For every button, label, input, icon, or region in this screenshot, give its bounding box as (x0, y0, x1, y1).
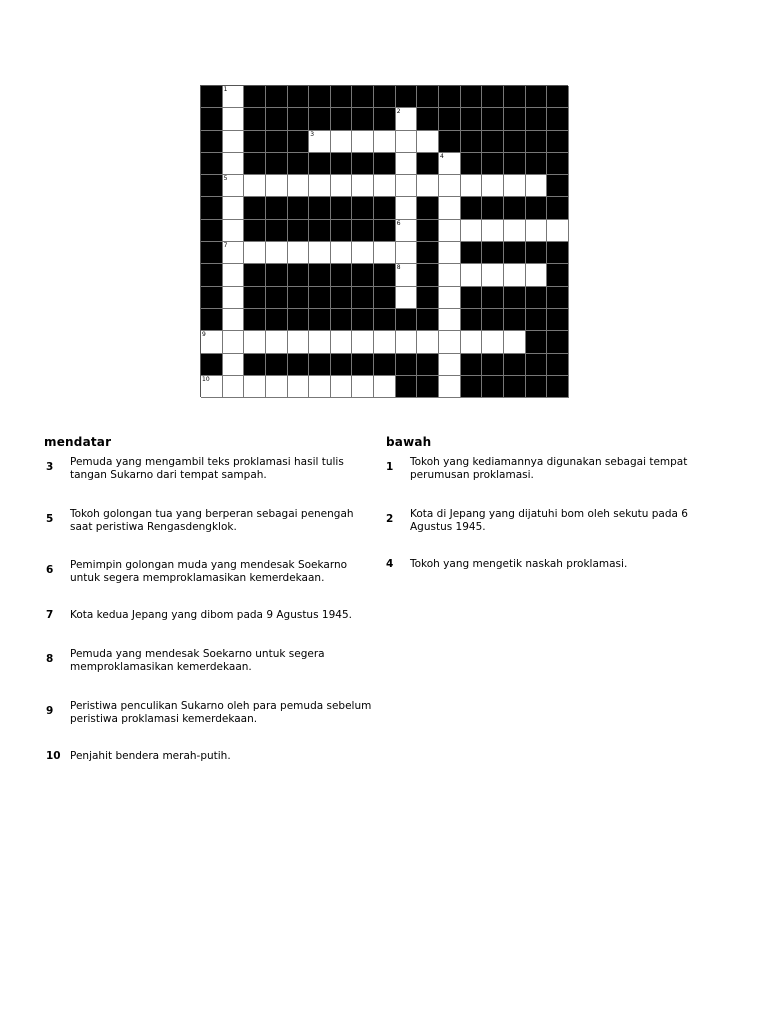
crossword-cell-blocked (504, 86, 526, 108)
crossword-cell-blocked (244, 108, 266, 130)
crossword-cell-open[interactable] (461, 331, 483, 353)
crossword-cell-open[interactable] (504, 175, 526, 197)
crossword-cell-open[interactable] (223, 242, 245, 264)
crossword-cell-open[interactable] (482, 264, 504, 286)
crossword-cell-blocked (417, 197, 439, 219)
crossword-cell-blocked (331, 354, 353, 376)
crossword-cell-blocked (244, 86, 266, 108)
crossword-cell-open[interactable] (223, 153, 245, 175)
crossword-cell-open[interactable] (439, 354, 461, 376)
crossword-cell-blocked (288, 153, 310, 175)
crossword-cell-blocked (396, 309, 418, 331)
crossword-cell-open[interactable] (396, 264, 418, 286)
clue-text: Tokoh yang mengetik naskah proklamasi. (410, 558, 628, 570)
crossword-cell-open[interactable] (223, 376, 245, 398)
crossword-cell-open[interactable] (439, 309, 461, 331)
crossword-cell-open[interactable] (396, 331, 418, 353)
across-clue-7 (46, 604, 375, 622)
crossword-cell-blocked (547, 175, 569, 197)
crossword-cell-open[interactable] (266, 242, 288, 264)
clue-text: Pemuda yang mendesak Soekarno untuk segera memproklamasikan kemerdekaan. (70, 648, 325, 673)
crossword-cell-blocked (309, 354, 331, 376)
crossword-cell-open[interactable] (266, 175, 288, 197)
crossword-cell-blocked (288, 220, 310, 242)
crossword-cell-blocked (244, 264, 266, 286)
crossword-cell-blocked (547, 197, 569, 219)
crossword-cell-blocked (201, 354, 223, 376)
crossword-cell-open[interactable] (396, 287, 418, 309)
crossword-cell-blocked (396, 354, 418, 376)
crossword-cell-open[interactable] (417, 331, 439, 353)
crossword-cell-open[interactable] (352, 376, 374, 398)
crossword-cell-open[interactable] (439, 264, 461, 286)
crossword-cell-blocked (266, 354, 288, 376)
crossword-cell-open[interactable] (396, 131, 418, 153)
crossword-cell-open[interactable] (439, 175, 461, 197)
crossword-cell-open[interactable] (547, 220, 569, 242)
cell-number: 1 (223, 86, 228, 93)
crossword-cell-blocked (526, 242, 548, 264)
crossword-cell-blocked (461, 287, 483, 309)
crossword-cell-blocked (374, 264, 396, 286)
crossword-cell-blocked (266, 287, 288, 309)
crossword-cell-blocked (288, 131, 310, 153)
crossword-cell-open[interactable] (223, 264, 245, 286)
crossword-cell-blocked (374, 220, 396, 242)
clue-number: 8 (46, 653, 54, 665)
crossword-cell-blocked (547, 108, 569, 130)
crossword-cell-blocked (266, 264, 288, 286)
cell-number: 6 (396, 219, 401, 227)
crossword-cell-blocked (244, 354, 266, 376)
crossword-cell-blocked (352, 86, 374, 108)
across-heading: mendatar (44, 435, 112, 449)
crossword-cell-blocked (352, 309, 374, 331)
crossword-cell-blocked (352, 354, 374, 376)
crossword-cell-blocked (526, 197, 548, 219)
crossword-cell-blocked (201, 220, 223, 242)
clue-text: Tokoh yang kediamannya digunakan sebagai tempat perumusan proklamasi. (410, 456, 688, 481)
crossword-cell-open[interactable] (331, 376, 353, 398)
crossword-cell-blocked (309, 309, 331, 331)
across-clue-3 (46, 456, 375, 482)
crossword-cell-blocked (266, 131, 288, 153)
crossword-cell-open[interactable] (331, 131, 353, 153)
crossword-cell-open[interactable] (223, 86, 245, 108)
crossword-cell-blocked (331, 309, 353, 331)
cell-number: 2 (396, 108, 401, 116)
crossword-cell-blocked (309, 197, 331, 219)
crossword-cell-blocked (504, 197, 526, 219)
crossword-cell-open[interactable] (526, 220, 548, 242)
crossword-cell-blocked (288, 108, 310, 130)
crossword-cell-open[interactable] (223, 131, 245, 153)
crossword-cell-blocked (482, 287, 504, 309)
crossword-cell-open[interactable] (331, 242, 353, 264)
crossword-cell-open[interactable] (374, 242, 396, 264)
crossword-cell-open[interactable] (223, 175, 245, 197)
down-clue-1 (386, 456, 700, 482)
crossword-cell-blocked (461, 354, 483, 376)
crossword-cell-blocked (201, 287, 223, 309)
crossword-cell-blocked (244, 309, 266, 331)
crossword-cell-open[interactable] (223, 287, 245, 309)
clue-text: Peristiwa penculikan Sukarno oleh para pemuda sebelum peristiwa proklamasi kemerdekaan. (70, 700, 372, 725)
crossword-cell-blocked (309, 287, 331, 309)
crossword-cell-blocked (547, 287, 569, 309)
crossword-cell-blocked (331, 264, 353, 286)
crossword-cell-open[interactable] (352, 131, 374, 153)
crossword-cell-blocked (374, 108, 396, 130)
crossword-cell-open[interactable] (309, 331, 331, 353)
crossword-cell-blocked (352, 264, 374, 286)
crossword-cell-open[interactable] (244, 175, 266, 197)
crossword-cell-open[interactable] (482, 331, 504, 353)
crossword-cell-blocked (201, 108, 223, 130)
crossword-cell-blocked (547, 331, 569, 353)
crossword-cell-blocked (461, 131, 483, 153)
crossword-cell-blocked (331, 197, 353, 219)
crossword-cell-blocked (352, 153, 374, 175)
crossword-cell-blocked (547, 376, 569, 398)
crossword-cell-open[interactable] (309, 376, 331, 398)
crossword-cell-open[interactable] (504, 264, 526, 286)
crossword-cell-open[interactable] (461, 220, 483, 242)
across-clue-8 (46, 648, 375, 674)
crossword-cell-blocked (547, 309, 569, 331)
crossword-cell-blocked (288, 264, 310, 286)
crossword-cell-blocked (331, 153, 353, 175)
across-clue-9 (46, 700, 375, 726)
crossword-cell-blocked (244, 197, 266, 219)
crossword-cell-open[interactable] (439, 376, 461, 398)
crossword-cell-blocked (526, 376, 548, 398)
crossword-cell-blocked (461, 86, 483, 108)
crossword-cell-open[interactable] (374, 376, 396, 398)
clue-number: 2 (386, 513, 394, 525)
crossword-cell-blocked (201, 309, 223, 331)
crossword-cell-blocked (417, 354, 439, 376)
crossword-cell-open[interactable] (201, 376, 223, 398)
crossword-cell-blocked (482, 309, 504, 331)
crossword-cell-blocked (288, 309, 310, 331)
crossword-cell-open[interactable] (461, 264, 483, 286)
crossword-cell-blocked (526, 86, 548, 108)
crossword-cell-blocked (547, 153, 569, 175)
crossword-cell-blocked (201, 175, 223, 197)
crossword-cell-open[interactable] (504, 331, 526, 353)
crossword-cell-open[interactable] (504, 220, 526, 242)
clue-number: 6 (46, 564, 54, 576)
crossword-cell-blocked (244, 131, 266, 153)
crossword-cell-blocked (374, 153, 396, 175)
cell-number: 8 (396, 264, 401, 272)
crossword-cell-blocked (417, 376, 439, 398)
crossword-cell-blocked (439, 131, 461, 153)
crossword-cell-open[interactable] (439, 220, 461, 242)
crossword-cell-blocked (396, 376, 418, 398)
crossword-cell-blocked (266, 153, 288, 175)
crossword-cell-open[interactable] (374, 131, 396, 153)
crossword-cell-open[interactable] (439, 331, 461, 353)
crossword-cell-blocked (461, 309, 483, 331)
cell-number: 9 (202, 331, 206, 339)
crossword-cell-open[interactable] (461, 175, 483, 197)
crossword-cell-blocked (417, 264, 439, 286)
crossword-cell-open[interactable] (417, 131, 439, 153)
clue-number: 9 (46, 705, 54, 717)
crossword-cell-open[interactable] (396, 197, 418, 219)
crossword-cell-blocked (352, 287, 374, 309)
crossword-cell-open[interactable] (439, 242, 461, 264)
crossword-cell-open[interactable] (223, 197, 245, 219)
crossword-cell-blocked (309, 264, 331, 286)
crossword-cell-blocked (504, 153, 526, 175)
crossword-cell-open[interactable] (482, 175, 504, 197)
crossword-cell-open[interactable] (331, 331, 353, 353)
crossword-cell-blocked (201, 197, 223, 219)
crossword-cell-blocked (201, 242, 223, 264)
crossword-cell-blocked (417, 153, 439, 175)
crossword-cell-blocked (417, 220, 439, 242)
clue-number: 7 (46, 609, 54, 621)
crossword-cell-blocked (266, 197, 288, 219)
crossword-cell-blocked (201, 153, 223, 175)
clue-text: Penjahit bendera merah-putih. (70, 750, 231, 762)
crossword-cell-blocked (504, 354, 526, 376)
crossword-cell-open[interactable] (396, 220, 418, 242)
crossword-cell-open[interactable] (352, 242, 374, 264)
crossword-cell-open[interactable] (244, 242, 266, 264)
crossword-cell-blocked (461, 108, 483, 130)
clue-number: 3 (46, 461, 54, 473)
crossword-cell-blocked (526, 108, 548, 130)
clue-text: Kota kedua Jepang yang dibom pada 9 Agustus 1945. (70, 609, 352, 621)
crossword-cell-blocked (504, 242, 526, 264)
crossword-cell-blocked (526, 354, 548, 376)
down-clue-4 (386, 553, 700, 571)
crossword-cell-open[interactable] (417, 175, 439, 197)
crossword-cell-blocked (482, 354, 504, 376)
clue-number: 4 (386, 558, 394, 570)
crossword-cell-blocked (331, 287, 353, 309)
crossword-cell-blocked (266, 309, 288, 331)
crossword-cell-blocked (374, 287, 396, 309)
crossword-cell-blocked (288, 86, 310, 108)
crossword-cell-blocked (482, 197, 504, 219)
crossword-cell-open[interactable] (244, 331, 266, 353)
crossword-cell-blocked (288, 287, 310, 309)
crossword-cell-blocked (482, 108, 504, 130)
crossword-cell-open[interactable] (244, 376, 266, 398)
crossword-cell-blocked (201, 131, 223, 153)
crossword-cell-blocked (417, 108, 439, 130)
crossword-cell-blocked (417, 86, 439, 108)
crossword-cell-blocked (396, 86, 418, 108)
crossword-cell-blocked (461, 197, 483, 219)
crossword-cell-blocked (504, 287, 526, 309)
crossword-cell-blocked (482, 376, 504, 398)
crossword-cell-blocked (331, 108, 353, 130)
crossword-cell-blocked (482, 242, 504, 264)
crossword-cell-blocked (244, 220, 266, 242)
crossword-cell-blocked (352, 220, 374, 242)
crossword-cell-blocked (504, 131, 526, 153)
crossword-cell-blocked (547, 264, 569, 286)
crossword-cell-blocked (461, 376, 483, 398)
crossword-cell-open[interactable] (288, 175, 310, 197)
cell-number: 7 (223, 242, 228, 250)
clue-number: 10 (46, 750, 61, 762)
crossword-cell-open[interactable] (309, 131, 331, 153)
crossword-cell-open[interactable] (223, 331, 245, 353)
crossword-cell-open[interactable] (352, 331, 374, 353)
crossword-cell-open[interactable] (223, 354, 245, 376)
clue-text: Kota di Jepang yang dijatuhi bom oleh sekutu pada 6 Agustus 1945. (410, 508, 688, 533)
crossword-cell-blocked (504, 376, 526, 398)
crossword-cell-open[interactable] (526, 264, 548, 286)
crossword-cell-blocked (526, 287, 548, 309)
crossword-cell-open[interactable] (396, 242, 418, 264)
crossword-cell-blocked (352, 197, 374, 219)
crossword-cell-open[interactable] (374, 175, 396, 197)
crossword-cell-open[interactable] (331, 175, 353, 197)
crossword-cell-blocked (439, 108, 461, 130)
crossword-cell-blocked (417, 309, 439, 331)
crossword-cell-blocked (244, 287, 266, 309)
crossword-cell-open[interactable] (288, 376, 310, 398)
cell-number: 10 (202, 375, 210, 383)
cell-number: 3 (310, 130, 315, 138)
crossword-cell-blocked (266, 86, 288, 108)
crossword-cell-blocked (417, 287, 439, 309)
crossword-cell-blocked (374, 197, 396, 219)
crossword-cell-blocked (309, 220, 331, 242)
crossword-cell-open[interactable] (439, 197, 461, 219)
crossword-cell-blocked (504, 108, 526, 130)
across-clue-10 (46, 745, 375, 763)
clue-text: Pemimpin golongan muda yang mendesak Soekarno untuk segera memproklamasikan kemerdekaan. (70, 559, 348, 584)
crossword-cell-blocked (417, 242, 439, 264)
crossword-grid (200, 85, 568, 397)
crossword-cell-blocked (482, 86, 504, 108)
crossword-cell-open[interactable] (223, 108, 245, 130)
crossword-cell-blocked (352, 108, 374, 130)
crossword-cell-blocked (309, 108, 331, 130)
cell-number: 5 (223, 175, 228, 183)
crossword-cell-open[interactable] (201, 331, 223, 353)
crossword-cell-blocked (482, 153, 504, 175)
crossword-cell-blocked (526, 153, 548, 175)
crossword-cell-blocked (266, 108, 288, 130)
crossword-cell-blocked (526, 309, 548, 331)
crossword-cell-open[interactable] (374, 331, 396, 353)
crossword-cell-open[interactable] (288, 242, 310, 264)
crossword-cell-open[interactable] (288, 331, 310, 353)
crossword-cell-open[interactable] (439, 153, 461, 175)
crossword-cell-blocked (526, 131, 548, 153)
down-clue-2 (386, 508, 700, 534)
crossword-cell-blocked (266, 220, 288, 242)
crossword-cell-open[interactable] (396, 153, 418, 175)
crossword-cell-blocked (482, 131, 504, 153)
crossword-cell-open[interactable] (309, 175, 331, 197)
crossword-cell-open[interactable] (309, 242, 331, 264)
crossword-cell-blocked (288, 354, 310, 376)
crossword-cell-blocked (374, 86, 396, 108)
across-clue-6 (46, 559, 375, 585)
clue-text: Tokoh golongan tua yang berperan sebagai penengah saat peristiwa Rengasdengklok. (70, 508, 354, 533)
cell-number: 4 (440, 152, 444, 160)
down-heading: bawah (386, 435, 432, 449)
crossword-cell-blocked (244, 153, 266, 175)
crossword-cell-open[interactable] (266, 376, 288, 398)
crossword-cell-blocked (288, 197, 310, 219)
crossword-cell-blocked (309, 153, 331, 175)
crossword-cell-blocked (309, 86, 331, 108)
crossword-cell-open[interactable] (396, 108, 418, 130)
crossword-cell-blocked (201, 264, 223, 286)
crossword-cell-blocked (504, 309, 526, 331)
crossword-cell-open[interactable] (396, 175, 418, 197)
clue-text: Pemuda yang mengambil teks proklamasi hasil tulis tangan Sukarno dari tempat sampah. (70, 456, 344, 481)
crossword-cell-open[interactable] (223, 220, 245, 242)
crossword-cell-blocked (331, 86, 353, 108)
crossword-cell-blocked (201, 86, 223, 108)
crossword-cell-blocked (547, 354, 569, 376)
crossword-cell-blocked (331, 220, 353, 242)
crossword-cell-blocked (374, 354, 396, 376)
crossword-cell-blocked (547, 131, 569, 153)
crossword-cell-blocked (526, 331, 548, 353)
crossword-cell-blocked (461, 153, 483, 175)
crossword-cell-open[interactable] (352, 175, 374, 197)
clue-number: 1 (386, 461, 394, 473)
crossword-cell-open[interactable] (266, 331, 288, 353)
crossword-cell-blocked (439, 86, 461, 108)
crossword-cell-open[interactable] (223, 309, 245, 331)
across-clue-5 (46, 508, 375, 534)
crossword-cell-open[interactable] (439, 287, 461, 309)
crossword-cell-open[interactable] (482, 220, 504, 242)
crossword-cell-blocked (461, 242, 483, 264)
crossword-cell-blocked (547, 242, 569, 264)
clue-number: 5 (46, 513, 54, 525)
crossword-cell-blocked (374, 309, 396, 331)
crossword-cell-blocked (547, 86, 569, 108)
crossword-cell-open[interactable] (526, 175, 548, 197)
